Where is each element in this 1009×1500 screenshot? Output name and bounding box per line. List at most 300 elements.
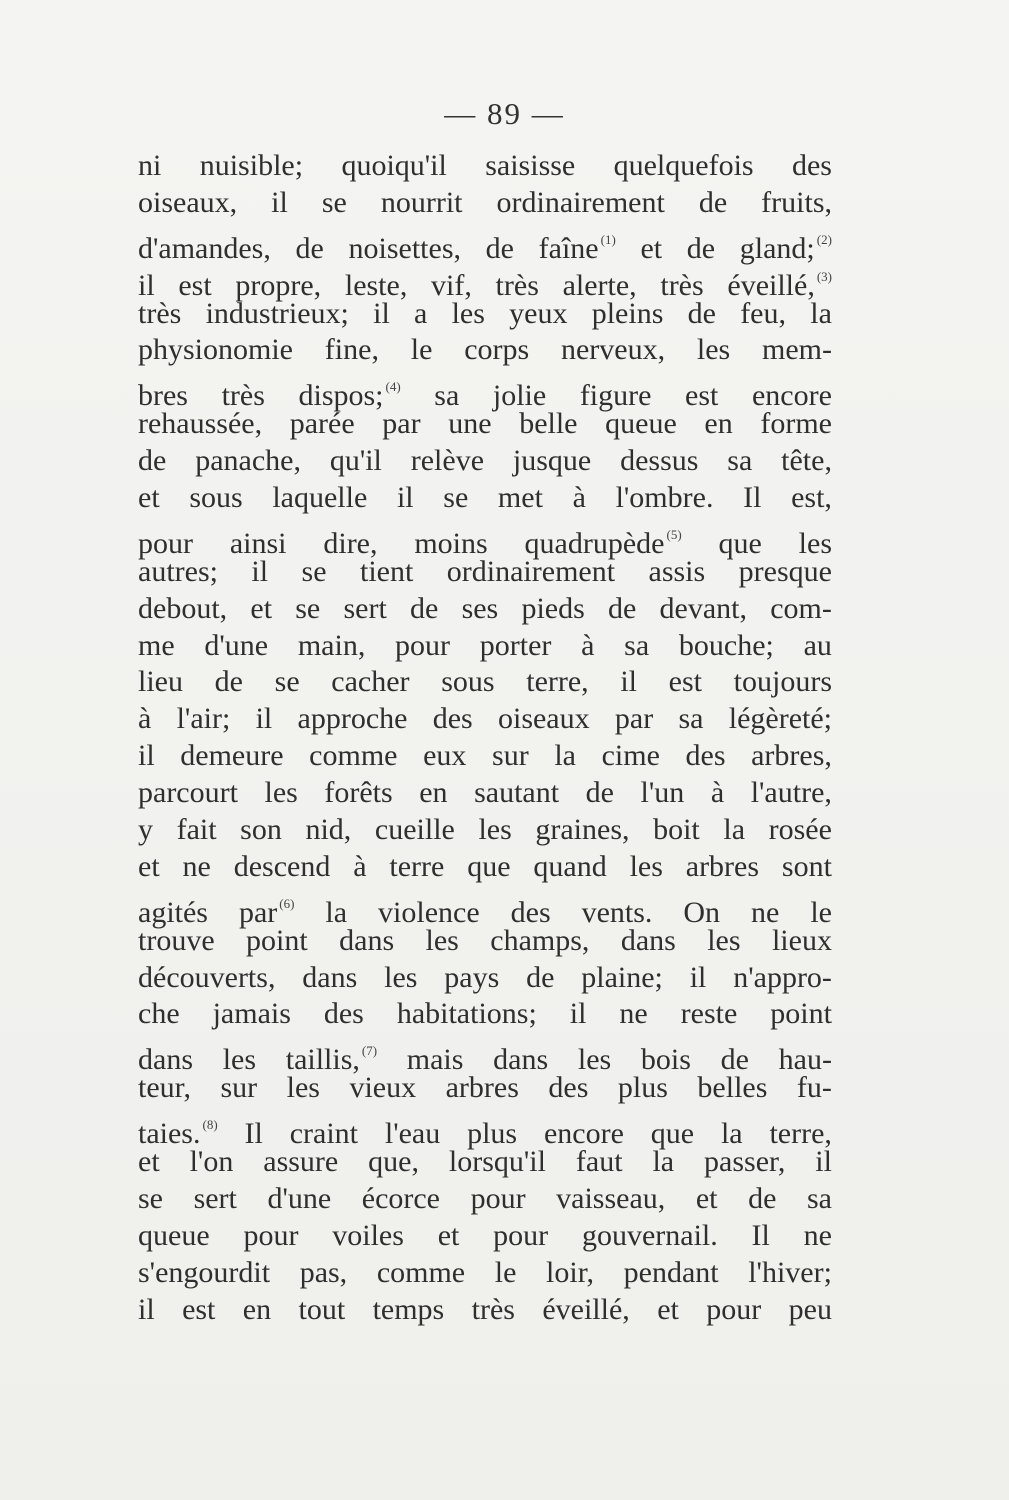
word-text: d'amandes, — [138, 231, 271, 265]
word — [804, 1218, 832, 1255]
word-text: la — [652, 1145, 675, 1179]
word-text: corps — [464, 333, 530, 367]
text-line — [138, 406, 832, 443]
word-text: com- — [770, 591, 832, 625]
word-text: point — [770, 997, 832, 1031]
footnote-marker: (2) — [816, 231, 832, 247]
text-line — [138, 1255, 832, 1292]
word-text: très — [660, 268, 704, 302]
word-text: ainsi — [229, 526, 287, 560]
word-text: ne — [182, 849, 211, 883]
word-text: tout — [298, 1292, 346, 1326]
word-text: par — [614, 702, 654, 736]
word — [561, 332, 665, 369]
word — [331, 664, 409, 701]
word-text: ne — [751, 895, 780, 929]
word-text: rosée — [768, 813, 832, 847]
word — [213, 996, 291, 1033]
word-text: nerveux, — [560, 333, 666, 367]
footnote-marker: (7) — [361, 1043, 378, 1059]
word-text: moins — [414, 526, 488, 560]
word — [353, 849, 366, 886]
word — [375, 812, 455, 849]
word — [449, 1144, 546, 1181]
text-line — [138, 591, 832, 628]
word-text: éveillé, — [542, 1292, 630, 1326]
word-text: lieu — [138, 665, 183, 699]
word — [734, 664, 832, 701]
word — [624, 1255, 719, 1292]
word-text: les — [696, 333, 731, 367]
word — [772, 923, 832, 960]
word — [495, 1255, 517, 1292]
word-text: il — [138, 1292, 155, 1326]
word-text: queue — [605, 407, 677, 441]
word — [807, 1181, 832, 1218]
word-text: approche — [297, 702, 408, 736]
word — [349, 231, 462, 268]
word — [485, 148, 575, 185]
word — [423, 738, 466, 775]
word — [678, 701, 703, 738]
word-text: figure — [579, 379, 652, 413]
word-text: les — [286, 1071, 320, 1105]
word — [576, 1144, 623, 1181]
text-line — [138, 812, 832, 849]
word-text: de — [608, 591, 637, 625]
word — [619, 996, 647, 1033]
word — [267, 1181, 331, 1218]
word — [138, 296, 181, 333]
word — [513, 443, 591, 480]
word-text: écorce — [361, 1181, 441, 1215]
word — [382, 406, 420, 443]
word-text: rehaussée, — [138, 407, 263, 441]
word-text: cacher — [331, 665, 410, 699]
word-text: reste — [680, 997, 738, 1031]
word-text: éveillé, — [727, 268, 815, 302]
word-text: de — [720, 1043, 749, 1077]
word — [592, 296, 664, 333]
word — [586, 775, 614, 812]
word — [464, 332, 529, 369]
word-text: de — [585, 776, 614, 810]
word — [177, 701, 231, 738]
word-text: les — [798, 526, 832, 560]
word-text: dire, — [323, 526, 378, 560]
word-text: des — [791, 149, 832, 182]
word-text: à — [710, 776, 725, 810]
word — [570, 996, 587, 1033]
word — [498, 701, 590, 738]
word — [138, 996, 180, 1033]
word — [467, 849, 510, 886]
word — [699, 185, 727, 222]
word — [792, 148, 832, 185]
word — [138, 923, 215, 960]
word-text: quoiqu'il — [341, 149, 447, 182]
word — [324, 775, 392, 812]
word-text: On — [683, 895, 721, 929]
word-text: est — [668, 665, 702, 699]
word-text: quand — [533, 849, 607, 883]
word — [498, 480, 543, 517]
word — [426, 923, 459, 960]
word — [290, 406, 355, 443]
word — [302, 960, 357, 997]
word — [138, 406, 262, 443]
word-text: pour — [706, 1292, 762, 1326]
footnote-marker: (8) — [202, 1117, 218, 1133]
word — [686, 738, 726, 775]
word — [138, 1255, 270, 1292]
word-text: belles — [697, 1071, 768, 1105]
word — [240, 812, 282, 849]
word — [526, 664, 588, 701]
word-text: y — [138, 813, 153, 847]
word — [618, 1070, 668, 1107]
word — [299, 1292, 346, 1329]
text-line — [138, 222, 832, 265]
word-text: sautant — [474, 776, 560, 810]
word-text: les — [425, 923, 459, 957]
word — [761, 185, 832, 222]
word — [438, 1218, 460, 1255]
word-text: toujours — [733, 665, 832, 699]
word-text: champs, — [490, 923, 590, 957]
word — [751, 775, 832, 812]
word-text: terre, — [769, 1117, 832, 1151]
word-text: jusque — [512, 444, 592, 478]
word-text: sa — [727, 444, 753, 478]
word — [138, 1144, 160, 1181]
word — [138, 1218, 210, 1255]
word — [138, 960, 275, 997]
word — [195, 443, 301, 480]
text-line — [138, 738, 832, 775]
word — [322, 185, 347, 222]
word-text: Il — [244, 1117, 263, 1151]
word — [729, 701, 832, 738]
word-text: la — [554, 739, 576, 773]
word — [368, 1144, 419, 1181]
word-text: quadrupède — [524, 526, 665, 560]
word-text: met — [497, 481, 543, 515]
word — [490, 923, 589, 960]
word — [649, 554, 706, 591]
word — [189, 480, 242, 517]
word — [614, 148, 754, 185]
word-text: le — [494, 1255, 517, 1289]
word — [748, 1255, 832, 1292]
text-line — [138, 886, 832, 929]
word-text: et — [657, 1292, 679, 1326]
word-text: de — [698, 185, 728, 219]
word-text: il — [138, 739, 155, 773]
word — [220, 1070, 257, 1107]
word — [519, 406, 577, 443]
word-text: taies. — [138, 1117, 201, 1151]
word — [206, 296, 349, 333]
word — [332, 1218, 404, 1255]
word — [296, 231, 324, 268]
word-text: pour — [395, 628, 451, 662]
word-text: une — [448, 407, 492, 441]
word — [177, 812, 217, 849]
word-text: taillis, — [285, 1043, 360, 1077]
word-text: il — [255, 702, 273, 736]
word-text: ne — [803, 1218, 832, 1252]
body-text — [138, 148, 832, 1329]
word-text: demeure — [180, 739, 284, 773]
word-text: en — [704, 407, 733, 441]
word — [138, 1181, 163, 1218]
word — [138, 480, 160, 517]
word-text: dessus — [620, 444, 699, 478]
word — [478, 812, 511, 849]
word — [810, 296, 832, 333]
word-text: dans — [138, 1043, 193, 1077]
word — [486, 231, 514, 268]
word — [138, 738, 155, 775]
word-text: devant, — [659, 591, 748, 625]
word — [791, 480, 832, 517]
word — [697, 332, 730, 369]
word-text: de — [138, 444, 167, 478]
word — [704, 1144, 785, 1181]
word-text: point — [246, 923, 308, 957]
word — [640, 231, 662, 268]
word — [138, 812, 153, 849]
word — [138, 628, 175, 665]
word — [615, 701, 653, 738]
word-text: au — [803, 628, 832, 662]
word-text: laquelle — [272, 481, 368, 515]
word — [706, 1292, 761, 1329]
word — [652, 1144, 674, 1181]
text-line — [138, 1292, 832, 1329]
word — [782, 849, 832, 886]
word — [480, 628, 552, 665]
word — [554, 738, 576, 775]
word — [298, 628, 366, 665]
word — [447, 554, 615, 591]
text-line — [138, 628, 832, 665]
word — [686, 849, 759, 886]
word — [138, 185, 237, 222]
word-text: forêts — [324, 776, 393, 810]
word-text: et — [695, 1181, 718, 1215]
word-text: bouche; — [678, 628, 774, 662]
word — [474, 775, 559, 812]
word — [641, 775, 685, 812]
word — [182, 1292, 215, 1329]
text-line — [138, 480, 832, 517]
word-text: des — [510, 895, 551, 929]
word-text: jamais — [212, 997, 291, 1031]
word-text: il — [373, 296, 390, 330]
word-text: Il — [751, 1218, 770, 1252]
word — [620, 443, 698, 480]
word — [723, 812, 745, 849]
word — [349, 1070, 416, 1107]
word-text: saisisse — [485, 149, 576, 182]
word-text: hau- — [778, 1043, 832, 1077]
word-text: yeux — [509, 296, 568, 330]
word-text: sont — [781, 849, 832, 883]
word — [493, 1218, 548, 1255]
word-text: nid, — [305, 813, 352, 847]
word-text: nuisible; — [199, 149, 304, 182]
word-text: sa — [434, 379, 460, 413]
word-text: pour — [138, 526, 193, 560]
word-text: qu'il — [329, 444, 382, 478]
word-text: légèreté; — [728, 702, 832, 736]
word-text: fruits, — [761, 185, 832, 219]
word-text: très — [471, 1292, 515, 1326]
word — [138, 591, 227, 628]
word-text: des — [323, 997, 364, 1031]
text-line — [138, 775, 832, 812]
word-text: l'ombre. — [615, 481, 714, 515]
word — [325, 332, 379, 369]
word-text: que — [650, 1117, 695, 1151]
word — [298, 701, 408, 738]
word-text: parcourt — [138, 776, 238, 810]
word-text: les — [451, 296, 485, 330]
word-text: pays — [444, 960, 500, 994]
word-text: très — [221, 379, 265, 413]
word — [533, 849, 606, 886]
word-text: fu- — [796, 1071, 832, 1105]
word — [748, 1181, 776, 1218]
word-text: à — [138, 702, 152, 736]
word — [138, 1292, 155, 1329]
word-text: des — [548, 1071, 589, 1105]
word-text: et — [138, 481, 160, 515]
word — [621, 923, 676, 960]
word — [657, 1292, 679, 1329]
word — [305, 812, 351, 849]
word-text: bois — [640, 1043, 691, 1077]
word — [669, 664, 702, 701]
word — [751, 738, 832, 775]
word-text: vieux — [349, 1071, 417, 1105]
word-text: Il — [743, 481, 762, 515]
footnote-marker: (4) — [385, 379, 401, 395]
word — [492, 738, 529, 775]
word-text: découverts, — [138, 960, 276, 994]
word — [743, 480, 761, 517]
word — [138, 554, 218, 591]
word-text: dans — [302, 960, 358, 994]
word-text: a — [414, 296, 428, 330]
word-text: belle — [519, 407, 578, 441]
word-text: se — [274, 665, 300, 699]
text-line — [138, 849, 832, 886]
word-text: par — [238, 895, 278, 929]
word — [362, 1181, 440, 1218]
word-text: la — [723, 813, 746, 847]
word-text: fine, — [324, 333, 379, 367]
word-text: l'eau — [384, 1117, 441, 1151]
word-text: me — [138, 628, 175, 662]
word-text: les — [222, 1043, 257, 1077]
word-text: fait — [176, 813, 217, 847]
word-text: graines, — [535, 813, 630, 847]
word-text: par — [382, 407, 421, 441]
word-text: cueille — [374, 813, 455, 847]
word-text: lieux — [771, 923, 832, 957]
word-text: les — [707, 923, 741, 957]
word-text: trouve — [138, 923, 215, 957]
word — [339, 923, 394, 960]
word — [688, 296, 716, 333]
word-text: très — [138, 296, 182, 330]
word-text: pleins — [591, 296, 664, 330]
word — [215, 664, 243, 701]
word — [397, 480, 414, 517]
word — [138, 775, 238, 812]
word-text: et — [138, 849, 160, 883]
word — [330, 443, 382, 480]
word — [448, 406, 491, 443]
word-text: que — [718, 526, 762, 560]
word-text: il — [396, 481, 414, 515]
word — [256, 701, 273, 738]
word-text: loir, — [546, 1255, 594, 1289]
word — [789, 1292, 832, 1329]
word-text: dans — [339, 923, 395, 957]
word-text: d'une — [267, 1181, 332, 1215]
word — [472, 1292, 515, 1329]
word-text: sert — [193, 1181, 237, 1215]
word — [452, 296, 485, 333]
word-text: en — [419, 776, 448, 810]
text-line — [138, 1218, 832, 1255]
text-line — [138, 443, 832, 480]
word-text: descend — [233, 849, 331, 883]
word-text: se — [443, 481, 469, 515]
word-text: gouvernail. — [581, 1218, 718, 1252]
word — [200, 148, 303, 185]
word-text: craint — [289, 1117, 358, 1151]
word — [138, 332, 293, 369]
text-line — [138, 1144, 832, 1181]
word-text: le — [410, 333, 433, 367]
word-text: alerte, — [562, 268, 637, 302]
text-line — [138, 1107, 832, 1151]
text-line — [138, 148, 832, 185]
word-text: et — [138, 1145, 160, 1179]
word — [740, 296, 786, 333]
word-text: arbres — [445, 1071, 519, 1105]
word — [300, 1255, 348, 1292]
word — [138, 701, 151, 738]
word-text: le — [810, 895, 832, 929]
word-text: de — [214, 665, 243, 699]
word — [605, 406, 677, 443]
text-line — [138, 1181, 832, 1218]
word — [681, 996, 738, 1033]
word-text: tient — [360, 554, 414, 588]
word-text: panache, — [195, 444, 301, 478]
footnote-marker: (3) — [816, 268, 832, 284]
word — [343, 591, 386, 628]
word-text: il — [620, 665, 638, 699]
word — [190, 1144, 234, 1181]
word-text: pendant — [623, 1255, 719, 1289]
